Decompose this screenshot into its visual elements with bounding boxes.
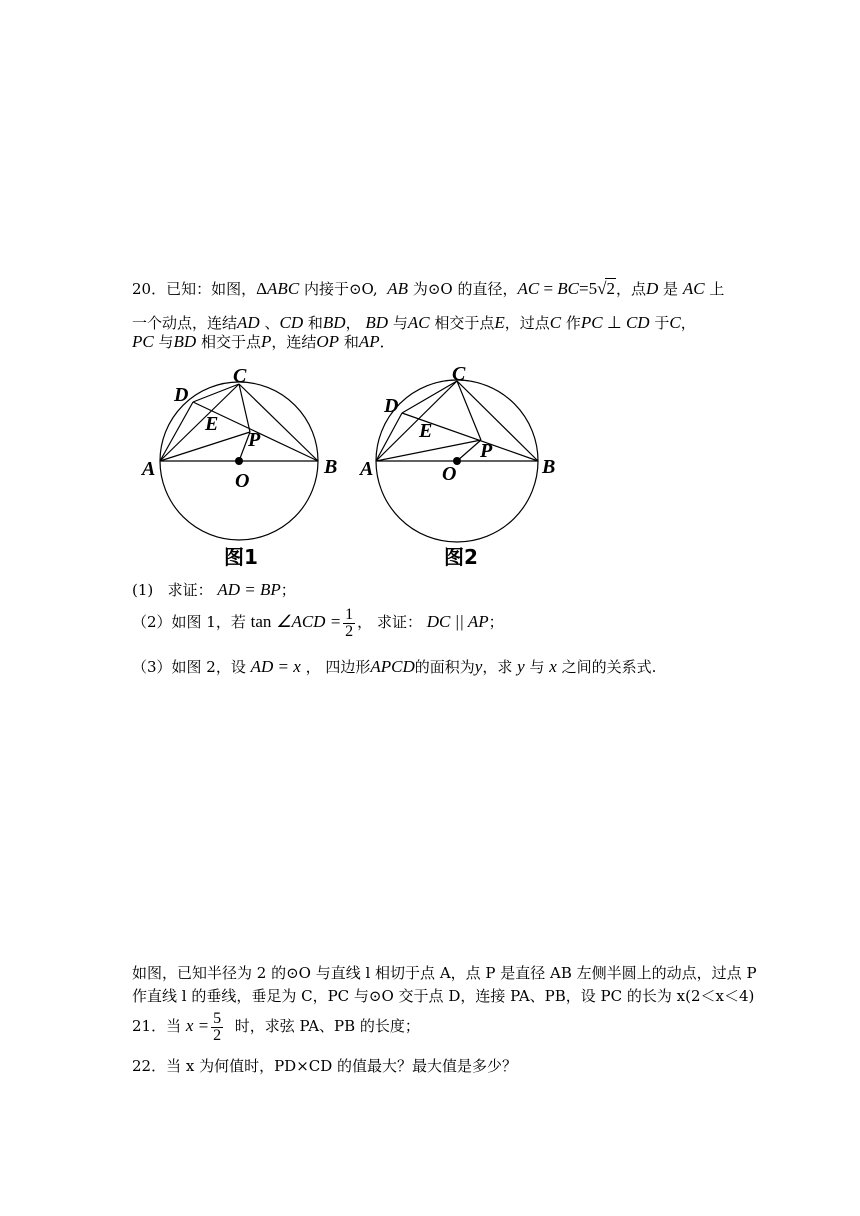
figure-2-caption: 图2 [444, 545, 478, 569]
label-a: A [142, 458, 156, 480]
problem20-line2: 一个动点，连结AD 、CD 和BD， BD 与AC 相交于点E，过点C 作PC ⊥ CD 于C， [132, 313, 696, 332]
label-c: C [452, 363, 466, 385]
center-dot [235, 457, 243, 465]
fraction-five-halves: $\frac{5}{2}$ [213, 1009, 222, 1044]
segment-bc [457, 381, 538, 461]
figure-2 [358, 360, 568, 575]
label-p: P [248, 429, 261, 451]
segment-cp [457, 381, 481, 440]
problem-number: 20． [132, 280, 167, 298]
problem21-intro-line1: 如图，已知半径为 2 的⊙O 与直线 l 相切于点 A，点 P 是直径 AB 左侧半圆上的动点，过点 P [132, 964, 757, 982]
segment-ac [160, 384, 239, 461]
problem21-intro-line2: 作直线 l 的垂线，垂足为 C，PC 与⊙O 交于点 D，连接 PA、PB，设 PC 的长为 x(2＜x＜4) [132, 987, 755, 1005]
figure-1-caption: 图1 [224, 545, 258, 569]
question-2: （2）如图 1，若 tan ∠ACD = $\frac{1}{2}$ ， 求证： DC || AP； [132, 605, 504, 640]
ac-bc-equation: AC = BC=5√2 [517, 279, 615, 298]
label-d: D [384, 395, 399, 417]
segment-op [457, 440, 481, 461]
label-a: A [360, 458, 374, 480]
triangle-abc: ΔABC [256, 279, 300, 298]
figure-1 [140, 360, 350, 575]
problem20-line1: 20．已知：如图，ΔABC 内接于⊙O, AB 为⊙O 的直径，AC = BC=5√2，点D 是 AC 上 [132, 279, 725, 298]
label-e: E [419, 420, 433, 442]
segment-ap [376, 440, 481, 461]
label-d: D [174, 384, 189, 406]
label-p: P [480, 440, 493, 462]
question-3: （3）如图 2，设 AD = x ， 四边形APCD的面积为y，求 y 与 x 之间的关系式. [132, 657, 657, 676]
fraction-one-half: $\frac{1}{2}$ [345, 605, 354, 640]
label-b: B [324, 456, 338, 478]
problem20-line3: PC 与BD 相交于点P，连结OP 和AP． [132, 332, 395, 351]
question-22: 22．当 x 为何值时，PD×CD 的值最大？最大值是多少？ [132, 1057, 518, 1075]
label-o: O [442, 463, 457, 485]
question-21: 21．当 x = $\frac{5}{2}$ 时，求弦 PA、PB 的长度； [132, 1009, 420, 1044]
label-e: E [205, 413, 219, 435]
label-c: C [233, 365, 247, 387]
segment-ac [376, 381, 457, 461]
label-o: O [235, 470, 250, 492]
question-1: (1) 求证： AD = BP； [132, 580, 296, 599]
label-b: B [542, 456, 556, 478]
